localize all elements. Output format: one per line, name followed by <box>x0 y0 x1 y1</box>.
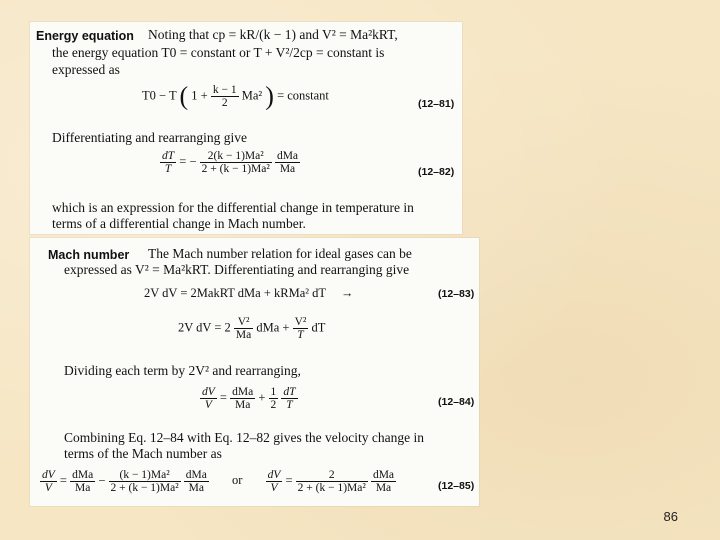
mach-text-line2: expressed as V² = Ma²kRT. Differentiating and rearranging give <box>64 262 410 277</box>
equation-12-82: $\frac{dT}{T}$ = − $\frac{\text{2(k − 1)Ma²}}{\text{2 + (k − 1)Ma²}}$ $\frac{\text{dMa}}{Ma}$ <box>162 150 299 175</box>
eq85-or: or <box>232 473 243 488</box>
equation-12-84: $\frac{dV}{V}$ = $\frac{\text{dMa}}{Ma}$ + $\frac{1}{2}$ $\frac{dT}{T}$ <box>202 386 296 411</box>
eq81-fraction: $\frac{k - 1}{2}$ <box>212 84 237 109</box>
equation-12-83b: 2V dV = 2 $\frac{\text{V²}}{Ma}$ dMa + $\frac{\text{V²}}{T}$ dT <box>178 316 326 341</box>
eq-number-12-84: (12–84) <box>438 396 475 408</box>
eq81-paren-b: Ma² <box>241 88 263 103</box>
combining-text-line2: terms of the Mach number as <box>64 446 222 461</box>
mach-number-panel <box>30 238 479 506</box>
equation-12-85: $\frac{dV}{V}$ = $\frac{\text{dMa}}{Ma}$ − $\frac{\text{(k − 1)Ma²}}{\text{2 + (k − 1)Ma²}}$ $\frac{\text{dMa}}{Ma}$ or $\frac{dV}{V}$ = $\frac{2}{\text{2 + (k − 1)Ma²}}$ $\frac{\text{dMa}}{Ma}$ <box>42 469 395 494</box>
energy-text-line2: the energy equation T0 = constant or T + V²/2cp = constant is <box>52 45 385 60</box>
eq83b-lhs: 2V dV = 2 <box>178 320 231 335</box>
energy-equation-heading: Energy equation <box>36 29 134 43</box>
slide-number: 86 <box>663 509 678 524</box>
eq-number-12-85: (12–85) <box>438 480 475 492</box>
eq-number-12-82: (12–82) <box>418 166 455 178</box>
energy-equation-panel <box>30 22 462 234</box>
mach-text-line1: The Mach number relation for ideal gases can be <box>148 246 412 261</box>
energy-text-line1: Noting that cp = kR/(k − 1) and V² = Ma²kRT, <box>148 27 398 42</box>
combining-text-line1: Combining Eq. 12–84 with Eq. 12–82 gives the velocity change in <box>64 430 424 445</box>
eq82-equals: = − <box>179 154 197 169</box>
dividing-text: Dividing each term by 2V² and rearranging, <box>64 363 301 378</box>
eq83b-end: dT <box>311 320 326 335</box>
eq81-lhs: T0 − T <box>142 88 177 103</box>
which-text-line2: terms of a differential change in Mach number. <box>52 216 306 231</box>
equation-12-83a <box>144 286 353 301</box>
eq81-paren-a: 1 + <box>191 88 208 103</box>
which-text-line1: which is an expression for the differential change in temperature in <box>52 200 414 215</box>
equation-12-81: T0 − T ( 1 + $\frac{k - 1}{2}$ Ma² ) = constant <box>142 81 329 111</box>
eq83-arrow: → <box>340 286 354 300</box>
eq81-rhs: = constant <box>277 88 329 103</box>
differentiating-text: Differentiating and rearranging give <box>52 130 248 145</box>
eq83a-text: 2V dV = 2MakRT dMa + kRMa² dT <box>144 286 326 300</box>
eq-number-12-83: (12–83) <box>438 288 475 300</box>
eq-number-12-81: (12–81) <box>418 98 455 110</box>
energy-text-line3: expressed as <box>52 62 120 77</box>
mach-number-heading: Mach number <box>48 248 130 262</box>
eq83b-mid: dMa + <box>256 320 290 335</box>
